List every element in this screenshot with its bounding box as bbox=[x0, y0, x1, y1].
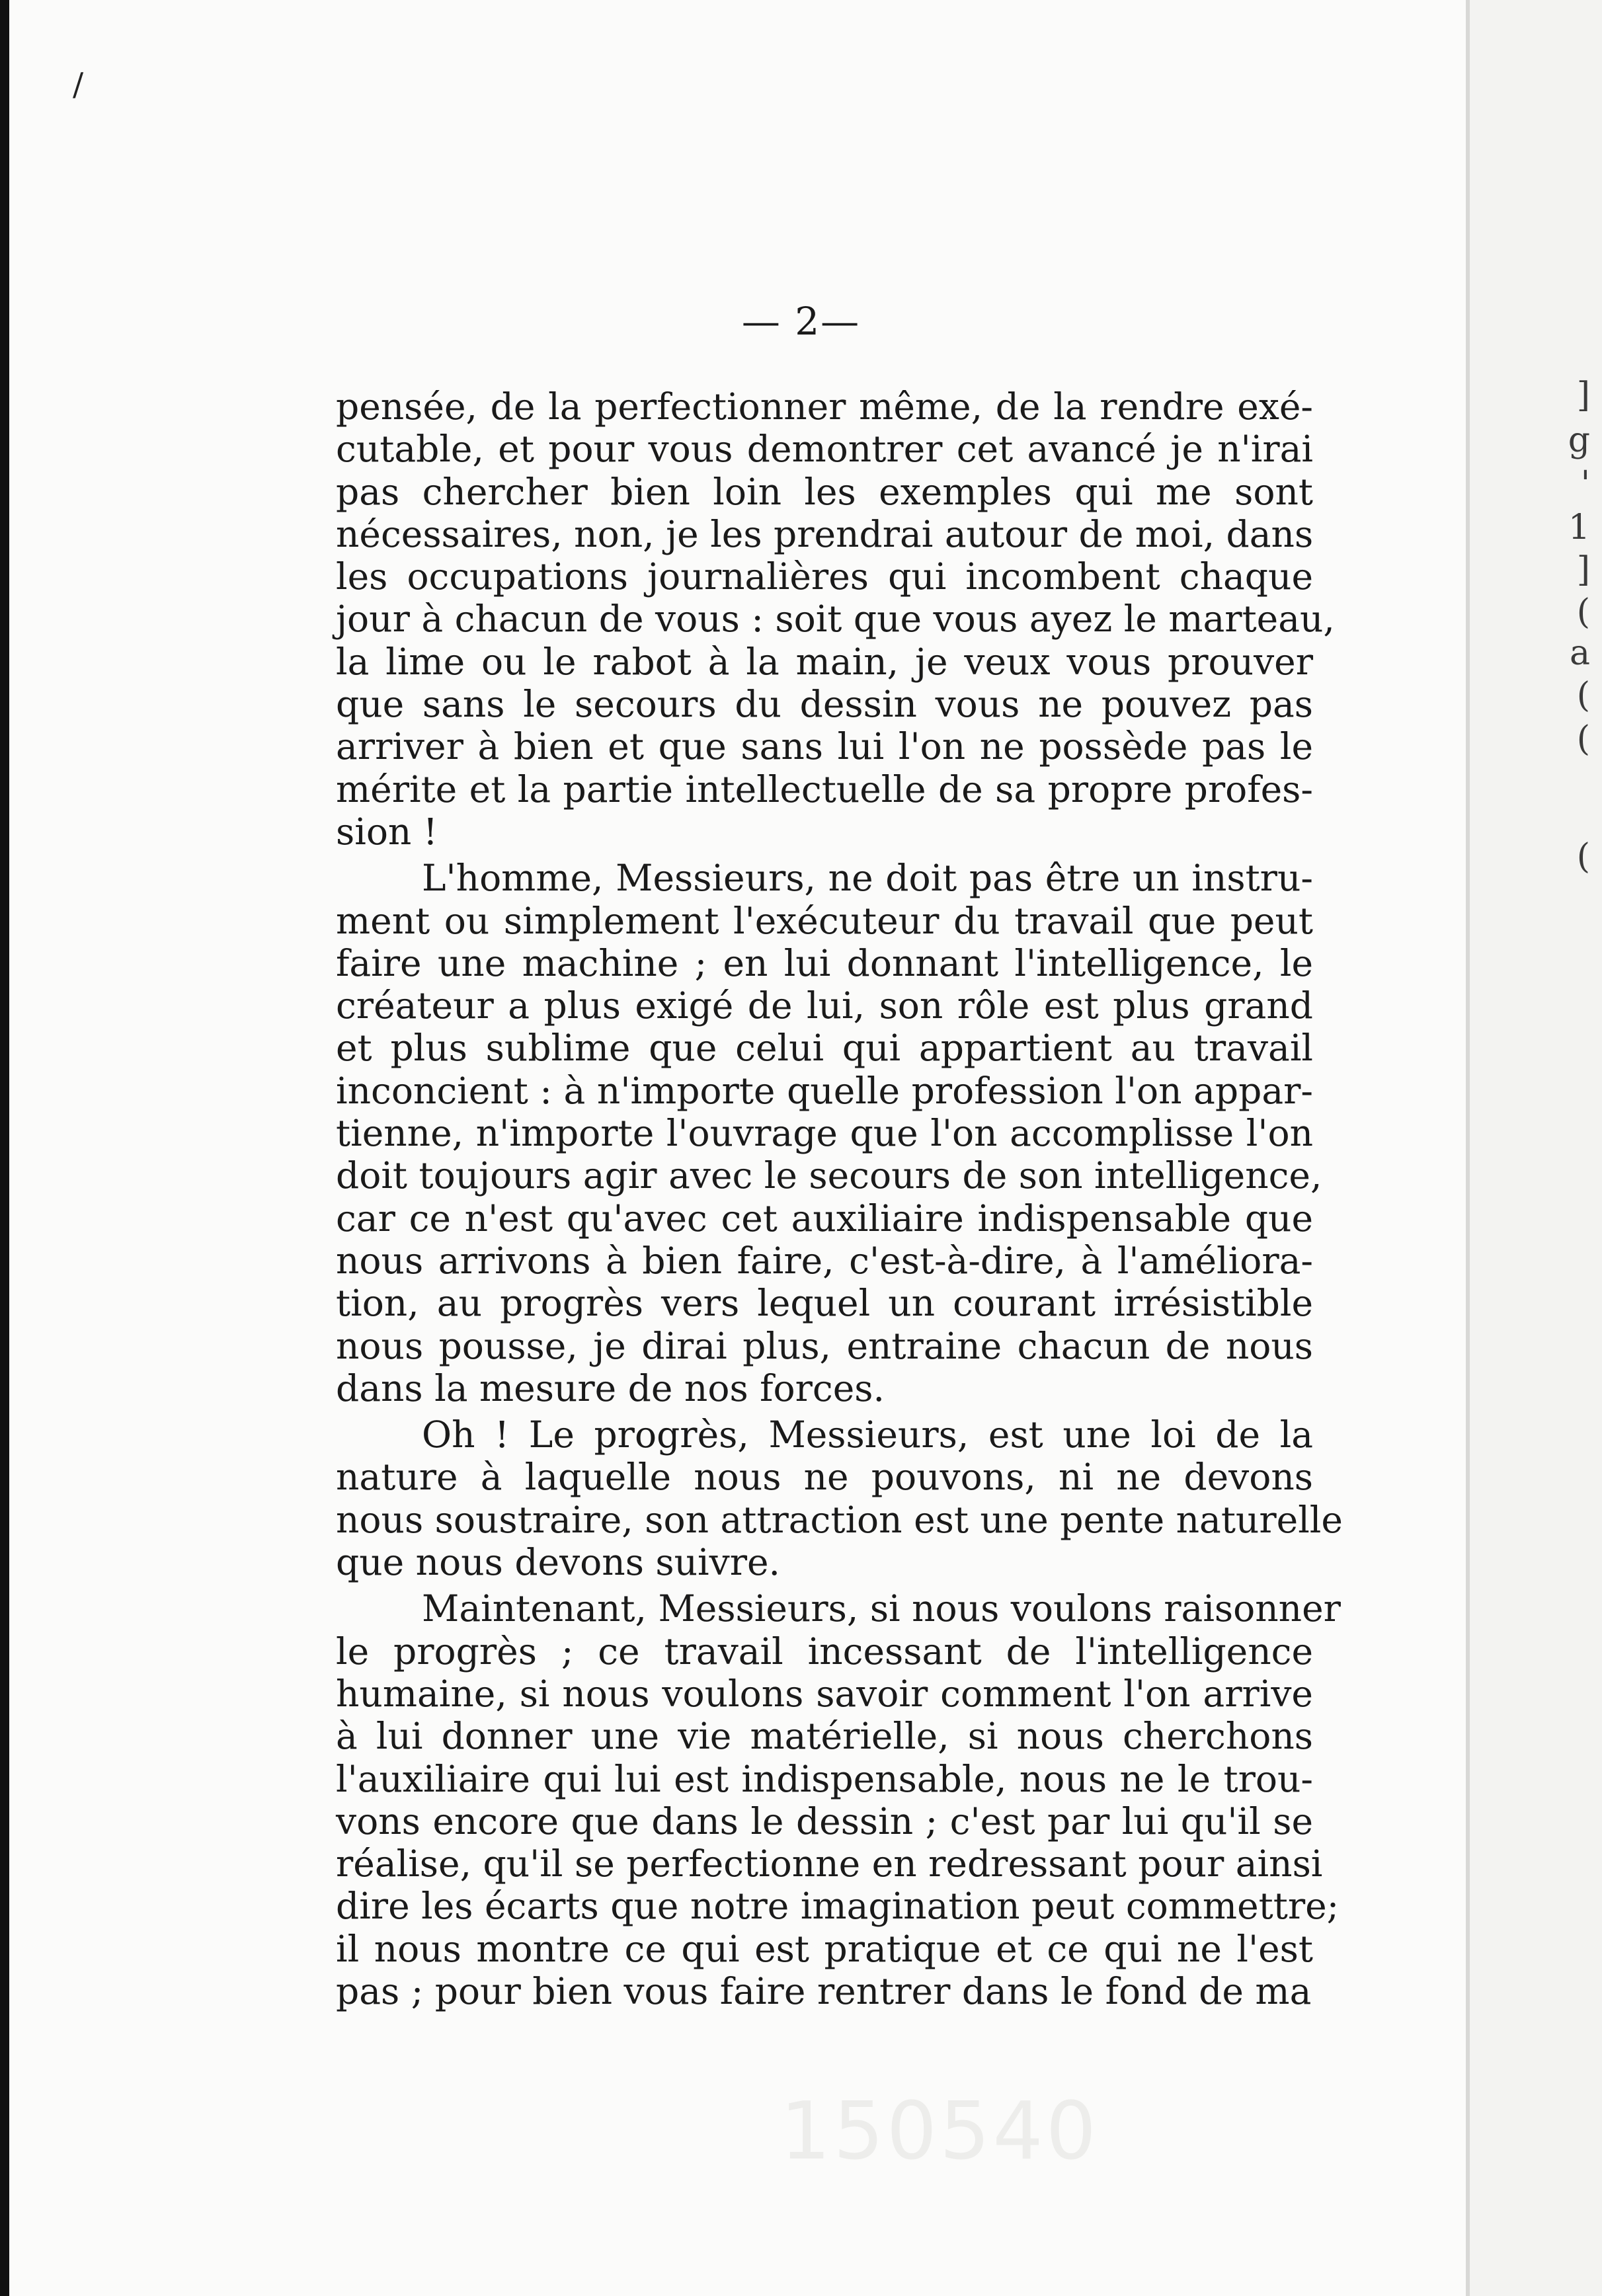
text-line: Oh ! Le progrès, Messieurs, est une loi de la bbox=[422, 1413, 1313, 1456]
paragraph bbox=[336, 1587, 1341, 2012]
text-line: et plus sublime que celui qui appartient au travail bbox=[336, 1027, 1313, 1070]
bleed-mark: ' bbox=[1580, 464, 1590, 504]
scan-left-edge bbox=[0, 0, 9, 2296]
text-line: nature à laquelle nous ne pouvons, ni ne devons bbox=[336, 1456, 1313, 1499]
bleed-mark: a bbox=[1569, 633, 1590, 673]
text-line: le progrès ; ce travail incessant de l'intelligence bbox=[336, 1630, 1313, 1673]
bleed-mark: ( bbox=[1576, 837, 1590, 877]
body-text bbox=[336, 385, 1343, 2012]
bleed-mark: ] bbox=[1576, 376, 1590, 415]
bleed-mark: ( bbox=[1576, 592, 1590, 632]
text-line: que nous devons suivre. bbox=[336, 1541, 781, 1584]
text-line: tion, au progrès vers lequel un courant irrésistible bbox=[336, 1282, 1313, 1325]
text-line: ment ou simplement l'exécuteur du travail que peut bbox=[336, 899, 1313, 942]
text-line: arriver à bien et que sans lui l'on ne possède pas le bbox=[336, 725, 1313, 768]
bleed-mark: ] bbox=[1576, 550, 1590, 590]
text-line: la lime ou le rabot à la main, je veux vous prouver bbox=[336, 640, 1313, 683]
text-line: jour à chacun de vous : soit que vous ayez le marteau, bbox=[336, 598, 1335, 641]
text-line: faire une machine ; en lui donnant l'intelligence, le bbox=[336, 941, 1313, 984]
text-line: créateur a plus exigé de lui, son rôle est plus grand bbox=[336, 984, 1313, 1027]
text-line: inconcient : à n'importe quelle profession l'on appar- bbox=[336, 1069, 1313, 1112]
page-number: — 2— bbox=[741, 299, 861, 344]
text-line: cutable, et pour vous demontrer cet avancé je n'irai bbox=[336, 428, 1313, 471]
text-line: doit toujours agir avec le secours de son intelligence, bbox=[336, 1154, 1322, 1197]
text-line: pas ; pour bien vous faire rentrer dans le fond de ma bbox=[336, 1969, 1312, 2012]
text-line: nécessaires, non, je les prendrai autour de moi, dans bbox=[336, 512, 1314, 555]
text-line: les occupations journalières qui incombent chaque bbox=[336, 555, 1313, 598]
text-line: dire les écarts que notre imagination peut commettre; bbox=[336, 1885, 1340, 1928]
text-line: nous arrivons à bien faire, c'est-à-dire, à l'améliora- bbox=[336, 1239, 1313, 1282]
text-line: L'homme, Messieurs, ne doit pas être un instru- bbox=[422, 857, 1313, 900]
bleed-mark: 1 bbox=[1568, 508, 1590, 547]
paragraph bbox=[336, 857, 1322, 1409]
library-stamp: 150540 bbox=[780, 2086, 1100, 2178]
text-line: Maintenant, Messieurs, si nous voulons raisonner bbox=[422, 1587, 1341, 1630]
text-line: l'auxiliaire qui lui est indispensable, nous ne le trou- bbox=[336, 1757, 1313, 1800]
margin-mark: / bbox=[73, 66, 84, 103]
text-line: pas chercher bien loin les exemples qui me sont bbox=[336, 470, 1313, 513]
paragraph bbox=[336, 385, 1335, 853]
text-line: il nous montre ce qui est pratique et ce qui ne l'est bbox=[336, 1927, 1313, 1970]
text-line: réalise, qu'il se perfectionne en redressant pour ainsi bbox=[336, 1842, 1323, 1885]
text-line: nous pousse, je dirai plus, entraine chacun de nous bbox=[336, 1324, 1313, 1367]
bleed-mark: g bbox=[1568, 420, 1590, 460]
text-line: que sans le secours du dessin vous ne pouvez pas bbox=[336, 683, 1313, 726]
text-line: pensée, de la perfectionner même, de la rendre exé- bbox=[336, 385, 1313, 428]
text-line: dans la mesure de nos forces. bbox=[336, 1366, 885, 1409]
text-line: vons encore que dans le dessin ; c'est par lui qu'il se bbox=[336, 1800, 1313, 1842]
paragraph bbox=[336, 1413, 1343, 1584]
text-line: à lui donner une vie matérielle, si nous cherchons bbox=[336, 1715, 1313, 1758]
text-line: nous soustraire, son attraction est une pente naturelle bbox=[336, 1498, 1343, 1541]
text-line: car ce n'est qu'avec cet auxiliaire indispensable que bbox=[336, 1197, 1313, 1240]
text-line: mérite et la partie intellectuelle de sa propre profes- bbox=[336, 768, 1313, 811]
scan-right-strip bbox=[1466, 0, 1602, 2296]
bleed-mark: ( bbox=[1576, 719, 1590, 759]
text-line: sion ! bbox=[336, 810, 438, 853]
text-line: humaine, si nous voulons savoir comment l'on arrive bbox=[336, 1672, 1313, 1715]
bleed-mark: ( bbox=[1576, 676, 1590, 715]
text-line: tienne, n'importe l'ouvrage que l'on accomplisse l'on bbox=[336, 1112, 1313, 1155]
